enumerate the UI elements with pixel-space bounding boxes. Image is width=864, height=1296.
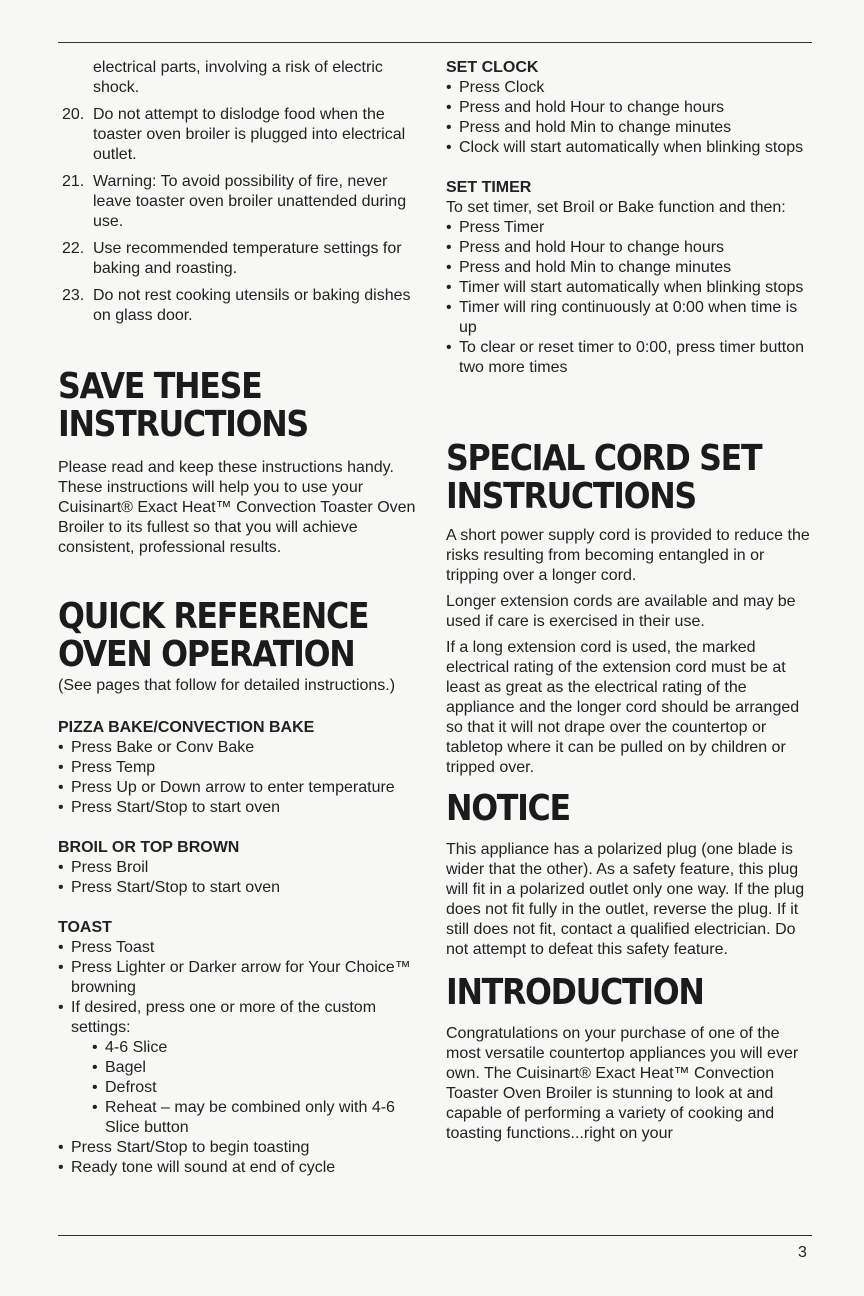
save-heading (58, 368, 424, 444)
quick-reference-note: (See pages that follow for detailed instructions.) (58, 677, 396, 694)
toast-list-continued (58, 1138, 424, 1178)
quick-reference-heading-line-1: QUICK REFERENCE (58, 596, 369, 637)
bottom-rule (58, 1235, 812, 1236)
introduction-paragraph: Congratulations on your purchase of one of the most versatile countertop appliances you will ever own. The Cuisinart® Exact Heat™ Convection Toaster Oven Broiler is stunning to look at and capable of performing a variety of cooking and toasting functions...right on your (446, 1025, 799, 1142)
list-item: • If desired, press one or more of the custom settings: (58, 998, 424, 1038)
toast-custom-settings-list (58, 1038, 424, 1138)
list-item: • Press Start/Stop to start oven (58, 798, 424, 818)
list-item: • Press Bake or Conv Bake (58, 738, 424, 758)
list-item (58, 172, 424, 232)
numbered-list (58, 105, 424, 326)
top-rule (58, 42, 812, 43)
set-clock-list (446, 78, 816, 158)
page-number: 3 (798, 1244, 807, 1261)
list-item: • Ready tone will sound at end of cycle (58, 1158, 424, 1178)
cord-set-body (446, 526, 816, 778)
pizza-bake-title: PIZZA BAKE/CONVECTION BAKE (58, 719, 315, 736)
item-number: 22. (62, 240, 85, 257)
cord-set-heading-line-2: INSTRUCTIONS (446, 476, 696, 517)
list-item: • Press Start/Stop to start oven (58, 878, 424, 898)
list-item: • Press Start/Stop to begin toasting (58, 1138, 424, 1158)
pizza-bake-list (58, 738, 424, 818)
cord-set-heading-line-1: SPECIAL CORD SET (446, 438, 762, 479)
quick-reference-heading-line-2: OVEN OPERATION (58, 634, 355, 675)
cord-set-heading (446, 440, 816, 516)
list-item: • Press and hold Min to change minutes (446, 118, 816, 138)
list-item: • Press and hold Hour to change hours (446, 238, 816, 258)
item-text: Use recommended temperature settings for baking and roasting. (93, 240, 402, 277)
item-text: Do not attempt to dislodge food when the toaster oven broiler is plugged into electrical outlet. (93, 106, 406, 163)
save-heading-line-2: INSTRUCTIONS (58, 404, 308, 445)
list-item: • Press Temp (58, 758, 424, 778)
cord-paragraph: Longer extension cords are available and may be used if care is exercised in their use. (446, 593, 796, 630)
list-item: • To clear or reset timer to 0:00, press timer button two more times (446, 338, 816, 378)
notice-paragraph: This appliance has a polarized plug (one blade is wider that the other). As a safety feature, this plug will fit in a polarized outlet only one way. If the plug does not fit fully in the outlet, reverse the plug. If it still does not fit, contact a qualified electrician. Do not attempt to defeat this safety feature. (446, 841, 805, 958)
introduction-heading: INTRODUCTION (446, 972, 704, 1013)
continued-item-text: electrical parts, involving a risk of electric shock. (93, 59, 383, 96)
left-column (58, 58, 424, 1178)
list-item: • Press Broil (58, 858, 424, 878)
list-item: • Press Clock (446, 78, 816, 98)
list-item (58, 239, 424, 279)
item-number: 23. (62, 287, 85, 304)
set-timer-intro: To set timer, set Broil or Bake function and then: (446, 199, 786, 216)
broil-list (58, 858, 424, 898)
toast-list (58, 938, 424, 1038)
list-item: • Reheat – may be combined only with 4-6 Slice button (92, 1098, 424, 1138)
list-item: • Press Lighter or Darker arrow for Your Choice™ browning (58, 958, 424, 998)
list-item (58, 105, 424, 165)
broil-title: BROIL OR TOP BROWN (58, 839, 240, 856)
set-clock-title: SET CLOCK (446, 59, 539, 76)
list-item: • Defrost (92, 1078, 424, 1098)
cord-paragraph: A short power supply cord is provided to reduce the risks resulting from becoming entangled in or tripping over a longer cord. (446, 527, 810, 584)
list-item: • Clock will start automatically when blinking stops (446, 138, 816, 158)
set-timer-list (446, 218, 816, 378)
item-text: Warning: To avoid possibility of fire, never leave toaster oven broiler unattended during use. (93, 173, 407, 230)
right-column (446, 58, 816, 1150)
cord-paragraph: If a long extension cord is used, the marked electrical rating of the extension cord must be at least as great as the electrical rating of the appliance and the longer cord should be arranged so that it will not drape over the countertop or tabletop where it can be pulled on by children or tripped over. (446, 639, 800, 776)
list-item: • Press Up or Down arrow to enter temperature (58, 778, 424, 798)
list-item: • 4-6 Slice (92, 1038, 424, 1058)
item-text: Do not rest cooking utensils or baking dishes on glass door. (93, 287, 411, 324)
list-item: • Timer will start automatically when blinking stops (446, 278, 816, 298)
toast-title: TOAST (58, 919, 112, 936)
item-number: 20. (62, 106, 85, 123)
save-paragraph: Please read and keep these instructions handy. These instructions will help you to use your Cuisinart® Exact Heat™ Convection Toaster Oven Broiler to its fullest so that you will achieve consistent, professional results. (58, 459, 416, 556)
item-number: 21. (62, 173, 85, 190)
list-item: • Press and hold Min to change minutes (446, 258, 816, 278)
list-item (58, 286, 424, 326)
list-item: • Press Timer (446, 218, 816, 238)
quick-reference-heading (58, 598, 424, 674)
notice-heading: NOTICE (446, 788, 570, 829)
set-timer-title: SET TIMER (446, 179, 532, 196)
list-item: • Press Toast (58, 938, 424, 958)
save-heading-line-1: SAVE THESE (58, 366, 262, 407)
list-item: • Bagel (92, 1058, 424, 1078)
list-item: • Press and hold Hour to change hours (446, 98, 816, 118)
list-item: • Timer will ring continuously at 0:00 when time is up (446, 298, 816, 338)
